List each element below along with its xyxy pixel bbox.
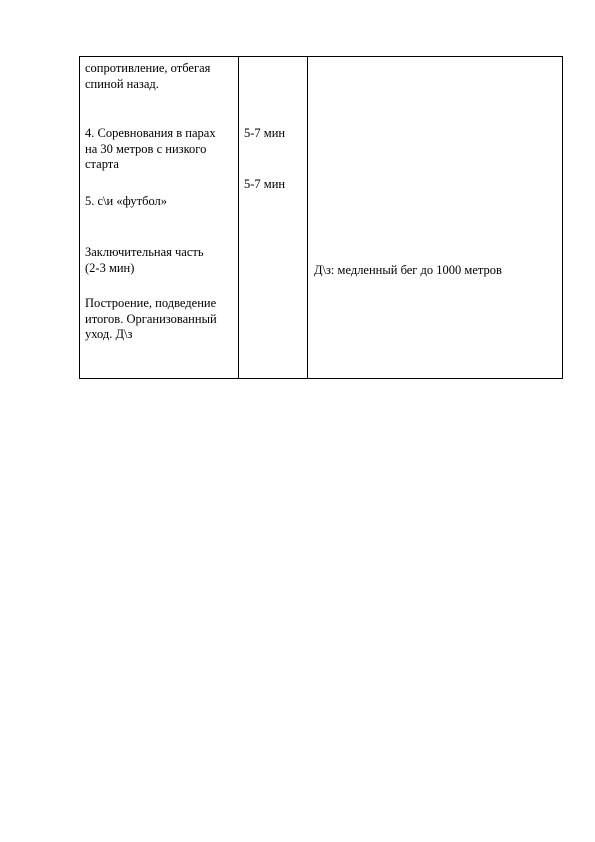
time-value-2: 5-7 мин xyxy=(244,177,286,191)
time-cell xyxy=(239,57,308,379)
homework-note: Д\з: медленный бег до 1000 метров xyxy=(314,263,502,277)
content-paragraph-competition: 4. Соревнования в парах на 30 метров с низкого старта xyxy=(85,126,216,171)
content-paragraph-football: 5. с\и «футбол» xyxy=(85,194,168,208)
content-cell xyxy=(80,57,239,379)
time-value-1: 5-7 мин xyxy=(244,126,286,140)
notes-cell xyxy=(308,57,563,379)
content-paragraph-final-part: Заключительная часть (2-3 мин) xyxy=(85,245,204,275)
lesson-plan-table xyxy=(79,56,563,379)
content-paragraph-resistance: сопротивление, отбегая спиной назад. xyxy=(85,61,211,91)
content-paragraph-summary: Построение, подведение итогов. Организованный уход. Д\з xyxy=(85,296,217,341)
table-row xyxy=(80,57,563,379)
